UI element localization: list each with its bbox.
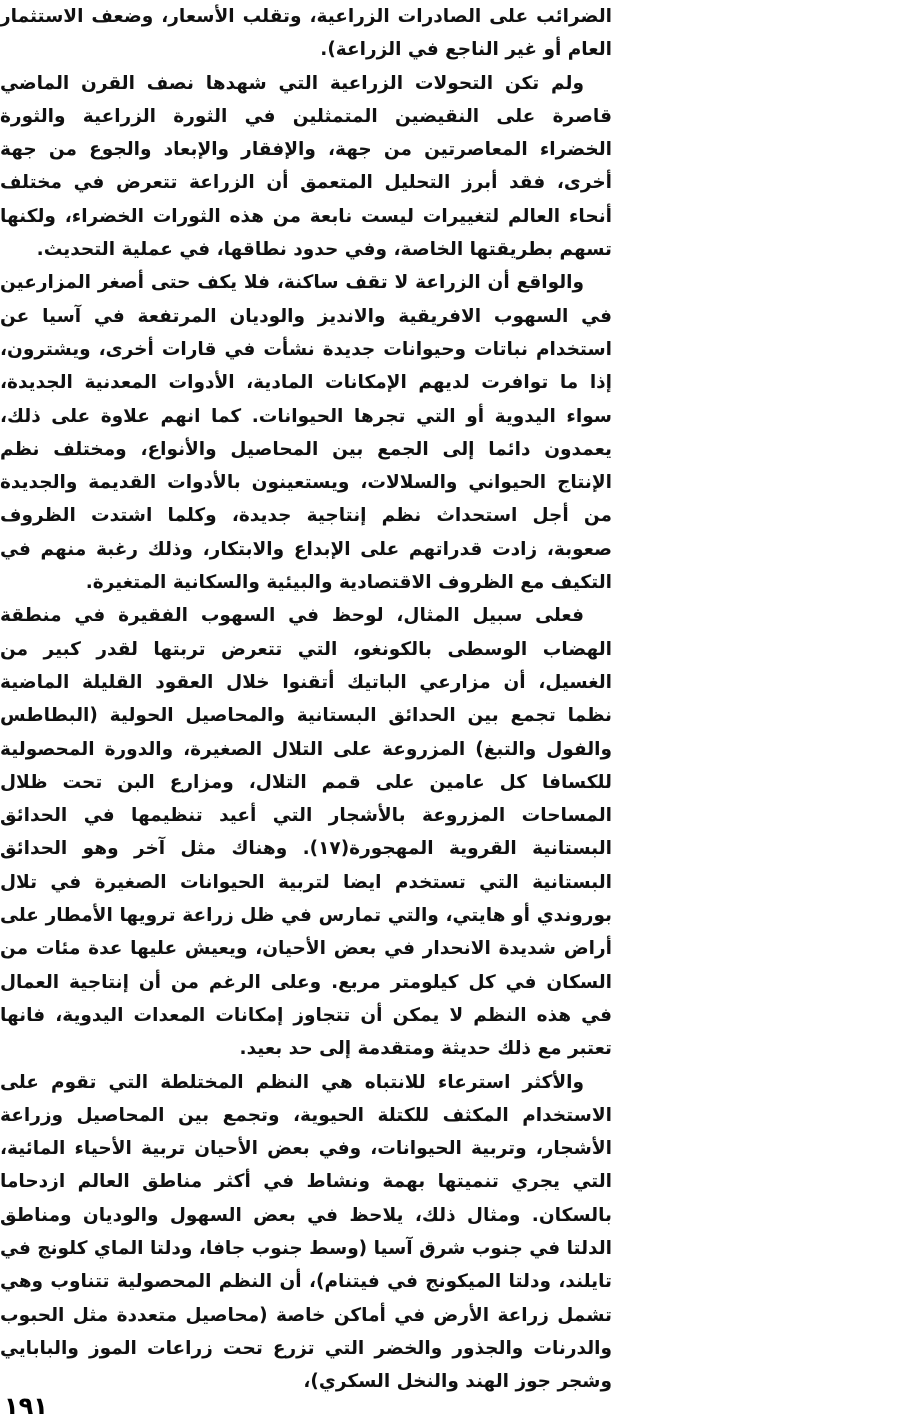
paragraph-5: والأكثر استرعاء للانتباه هي النظم المختلطة التي تقوم على الاستخدام المكثف للكتلة الحيوية، وتجمع بين المحاصيل وزراعة الأشجار، وتربية الحيوانات، وفي بعض الأحيان تربية الأحياء المائية، التي يجري تنميتها بهمة ونشاط في أكثر مناطق العالم ازدحاما بالسكان. ومثال ذلك، يلاحظ في بعض السهول والوديان ومناطق الدلتا في جنوب شرق آسيا (وسط جنوب جافا، ودلتا الماي كلونج في تايلند، ودلتا الميكونج في فيتنام)، أن النظم المحصولية تتناوب وهي تشمل زراعة الأرض في أماكن خاصة (محاصيل متعددة مثل الحبوب والدرنات والجذور والخضر التي تزرع تحت زراعات الموز والبابايي وشجر جوز الهند والنخل السكري)، (0, 1071, 612, 1393)
paragraph-2: ولم تكن التحولات الزراعية التي شهدها نصف القرن الماضي قاصرة على النقيضين المتمثلين في الثورة الزراعية والثورة الخضراء المعاصرتين من جهة، والإفقار والإبعاد والجوع من جهة أخرى، فقد أبرز التحليل المتعمق أن الزراعة تتعرض في مختلف أنحاء العالم لتغييرات ليست نابعة من هذه الثورات الخضراء، ولكنها تسهم بطريقتها الخاصة، وفي حدود نطاقها، في عملية التحديث. (0, 72, 612, 261)
paragraph-3: والواقع أن الزراعة لا تقف ساكنة، فلا يكف حتى أصغر المزارعين في السهوب الافريقية والانديز والوديان المرتفعة في آسيا عن استخدام نباتات وحيوانات جديدة نشأت في قارات أخرى، ويشترون، إذا ما توافرت لديهم الإمكانات المادية، الأدوات المعدنية الجديدة، سواء اليدوية أو التي تجرها الحيوانات. كما انهم علاوة على ذلك، يعمدون دائما إلى الجمع بين المحاصيل والأنواع، ومختلف نظم الإنتاج الحيواني والسلالات، ويستعينون بالأدوات القديمة والجديدة من أجل استحداث نظم إنتاجية جديدة، وكلما اشتدت الظروف صعوبة، زادت قدراتهم على الإبداع والابتكار، وذلك رغبة منهم في التكيف مع الظروف الاقتصادية والبيئية والسكانية المتغيرة. (0, 272, 612, 594)
paragraph-1: الضرائب على الصادرات الزراعية، وتقلب الأسعار، وضعف الاستثمار العام أو غير الناجع في الزراعة). (0, 6, 612, 61)
page-number: ١٩١ (4, 1392, 48, 1420)
paragraph-4: فعلى سبيل المثال، لوحظ في السهوب الفقيرة في منطقة الهضاب الوسطى بالكونغو، التي تتعرض تربتها لقدر كبير من الغسيل، أن مزارعي الباتيك أتقنوا خلال العقود القليلة الماضية نظما تجمع بين الحدائق البستانية والمحاصيل الحولية (البطاطس والفول والتبغ) المزروعة على التلال الصغيرة، والدورة المحصولية للكسافا كل عامين على قمم التلال، ومزارع البن تحت ظلال المساحات المزروعة بالأشجار التي أعيد تنظيمها في الحدائق البستانية القروية المهجورة(١٧). وهناك مثل آخر وهو الحدائق البستانية التي تستخدم ايضا لتربية الحيوانات الصغيرة في تلال بوروندي أو هايتي، والتي تمارس في ظل زراعة ترويها الأمطار على أراض شديدة الانحدار في بعض الأحيان، ويعيش عليها عدة مئات من السكان في كل كيلومتر مربع. وعلى الرغم من أن إنتاجية العمال في هذه النظم لا يمكن أن تتجاوز إمكانات المعدات اليدوية، فانها تعتبر مع ذلك حديثة ومتقدمة إلى حد بعيد. (0, 605, 612, 1060)
